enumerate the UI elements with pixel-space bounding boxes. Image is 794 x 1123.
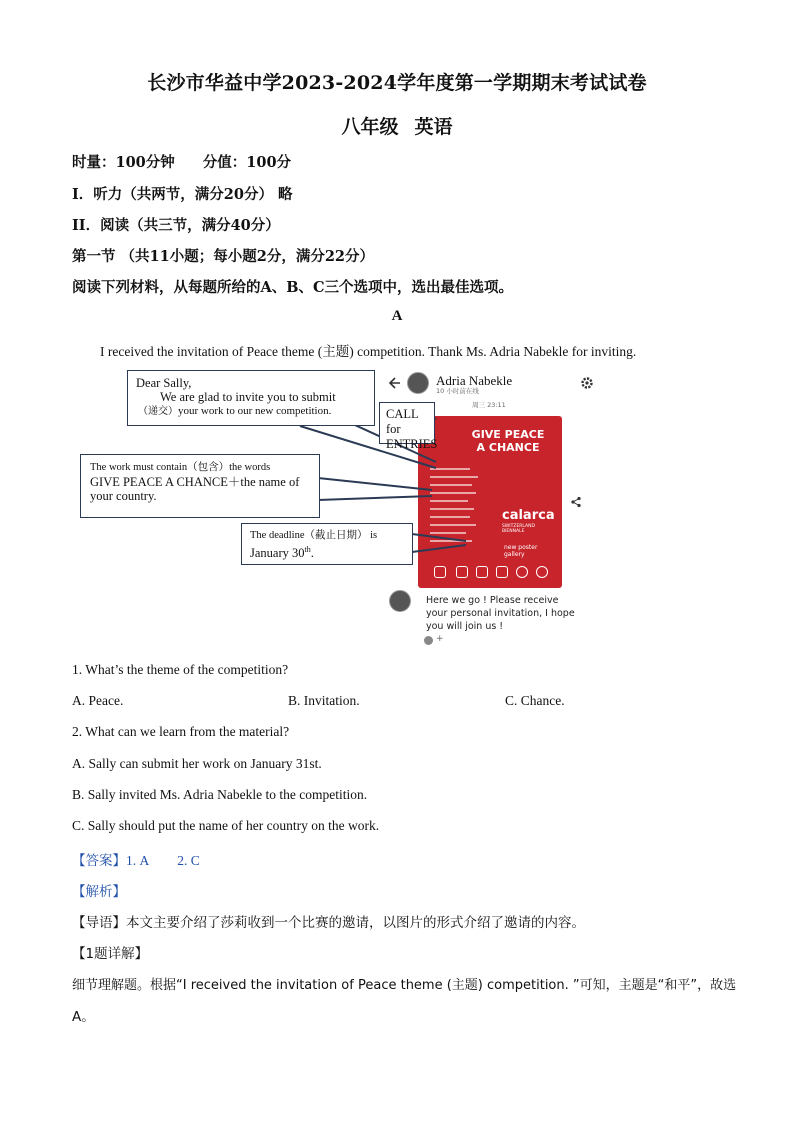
detail-1-text: 细节理解题。根据“I received the invitation of Peace theme (主题) competition. ”可知，主题是“和平”，故选 xyxy=(72,978,737,993)
passage-label: A xyxy=(391,308,403,324)
callout-work-contain: The work must contain（包含）the words GIVE PEACE A CHANCE＋the name of your country. xyxy=(80,454,320,518)
detail-1-text-end: A。 xyxy=(72,1009,95,1025)
passage-intro: I received the invitation of Peace theme (主题) competition. Thank Ms. Adria Nabekle for inviting. xyxy=(100,344,637,359)
answer-line xyxy=(72,849,200,869)
question-2-option-b: B. Sally invited Ms. Adria Nabekle to the competition. xyxy=(72,787,368,802)
poster-logo: calarca xyxy=(502,508,555,523)
callout-invitation: Dear Sally, We are glad to invite you to submit （递交）your work to our new competition. xyxy=(127,370,375,426)
question-1-option-b: B. Invitation. xyxy=(288,693,360,708)
chat-status: 10 小时前在线 xyxy=(436,387,479,395)
detail-1-tag: 【1题详解】 xyxy=(72,946,149,962)
poster-logo-sub: SWITZERLAND BIENNALE xyxy=(502,524,535,534)
callout-deadline: The deadline（截止日期） is January 30th. xyxy=(241,523,413,565)
question-1-option-a: A. Peace. xyxy=(72,693,124,708)
guide-tag: 【导语】 xyxy=(72,915,126,931)
plus-icon: + xyxy=(436,634,444,644)
grade-label: 八年级 xyxy=(341,116,399,138)
section-listening: I．听力（共两节，满分20分） 略 xyxy=(72,186,293,203)
section-instruction: 阅读下列材料，从每题所给的A、B、C三个选项中，选出最佳选项。 xyxy=(72,279,514,296)
question-2-stem: 2. What can we learn from the material? xyxy=(72,724,290,739)
exam-title: 长沙市华益中学2023-2024学年度第一学期期末考试试卷 xyxy=(147,72,647,94)
poster-gallery: new poster gallery xyxy=(504,544,538,558)
answer-q2: 2. C xyxy=(177,853,200,868)
subject-label: 英语 xyxy=(414,116,453,138)
analysis-guide xyxy=(72,911,585,931)
question-1-stem: 1. What’s the theme of the competition? xyxy=(72,662,289,677)
answer-tag: 【答案】 xyxy=(72,853,126,869)
section-reading: II．阅读（共三节，满分40分） xyxy=(72,217,280,234)
answer-q1: 1. A xyxy=(126,853,150,868)
chat-message: Here we go ! Please receive your personal invitation, I hope you will join us ! xyxy=(426,595,575,632)
question-2-option-c: C. Sally should put the name of her country on the work. xyxy=(72,818,380,833)
exam-score: 分值：100分 xyxy=(202,154,292,171)
analysis-tag: 【解析】 xyxy=(72,884,126,900)
question-1-option-c: C. Chance. xyxy=(505,693,565,708)
question-2-option-a: A. Sally can submit her work on January 31st. xyxy=(72,756,322,771)
chat-timestamp: 周三 23:11 xyxy=(472,401,506,409)
section-part1: 第一节 （共11小题；每小题2分，满分22分） xyxy=(72,248,374,265)
message-avatar xyxy=(389,590,411,612)
guide-text: 本文主要介绍了莎莉收到一个比赛的邀请，以图片的形式介绍了邀请的内容。 xyxy=(126,915,585,931)
exam-time: 时量：100分钟 xyxy=(72,154,175,171)
poster-title: GIVE PEACE A CHANCE xyxy=(471,428,545,454)
chat-contact-name: Adria Nabekle xyxy=(436,373,513,388)
callout-call-for-entries: CALL for ENTRIES xyxy=(379,402,435,444)
emoji-add-icon xyxy=(424,636,433,645)
